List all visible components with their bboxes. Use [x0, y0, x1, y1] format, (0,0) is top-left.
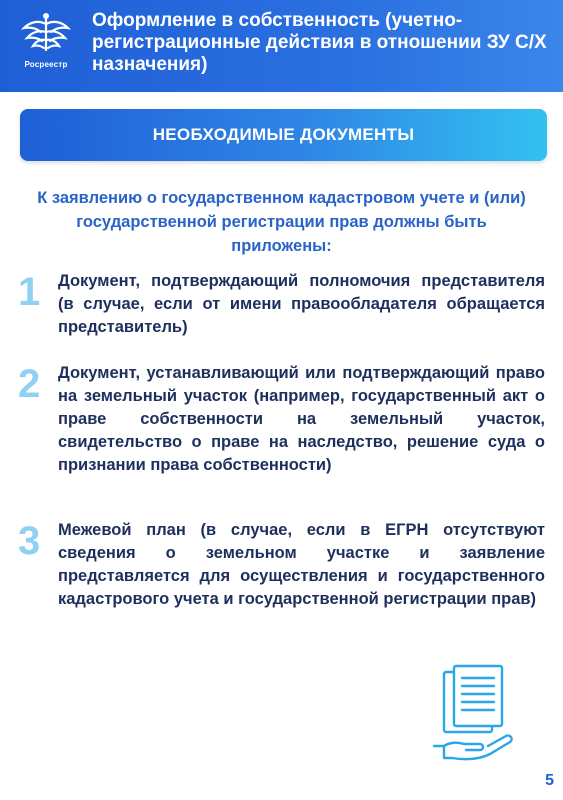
item-text: Документ, подтверждающий полномочия представителя (в случае, если от имени правообладателя обращается представитель): [58, 272, 545, 336]
intro-text: К заявлению о государственном кадастровом учете и (или) государственной регистрации прав должны быть приложены:: [37, 189, 526, 255]
section-banner-label: НЕОБХОДИМЫЕ ДОКУМЕНТЫ: [152, 125, 415, 144]
item-number: 1: [18, 270, 41, 314]
rosreestr-emblem-icon: [14, 10, 78, 60]
logo-text: Росреестр: [24, 60, 68, 69]
page-number: 5: [545, 772, 554, 789]
rosreestr-logo: [14, 10, 78, 80]
page-title: Оформление в собственность (учетно-регистрационные действия в отношении ЗУ С/Х назначения): [92, 10, 547, 75]
item-number: 2: [18, 362, 41, 406]
item-number: 3: [18, 519, 41, 563]
item-text: Межевой план (в случае, если в ЕГРН отсутствуют сведения о земельном участке и заявление представляется для осуществления и государственного кадастрового учета и государственной регистрации прав): [58, 521, 545, 608]
item-text: Документ, устанавливающий или подтверждающий право на земельный участок (например, государственный акт о праве собственности на земельный участок, свидетельство о праве на наследство, решение суда о признании права собственности): [58, 364, 545, 474]
documents-in-hand-icon: [430, 664, 518, 764]
section-banner: [20, 109, 547, 161]
header-bar: [0, 0, 563, 92]
